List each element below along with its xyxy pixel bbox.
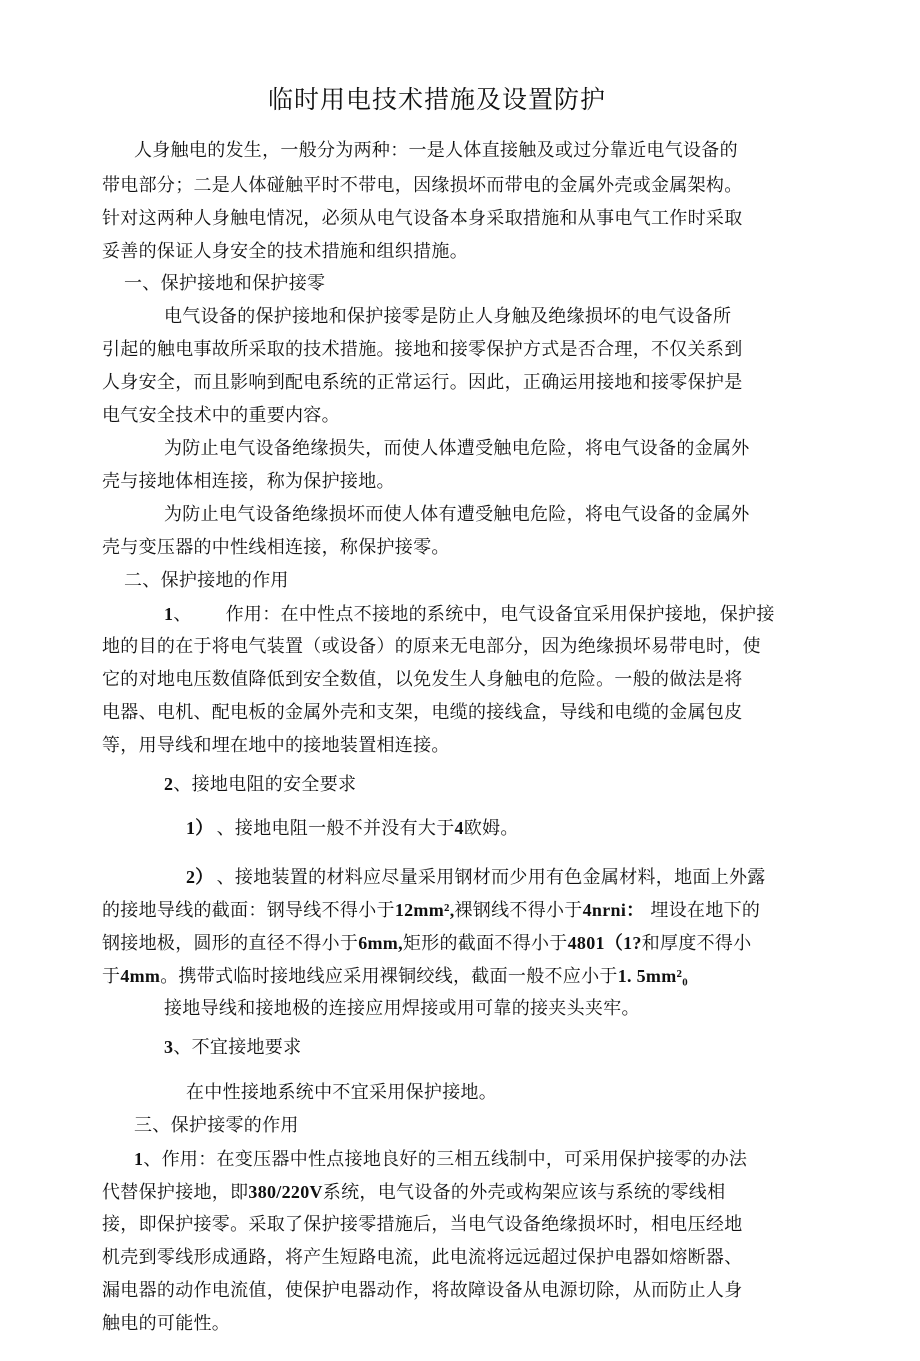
- intro-line-2: 带电部分；二是人体碰触平时不带电，因缘损坏而带电的金属外壳或金属架构。: [102, 175, 743, 196]
- sec2-item2-sub2-line-3: [102, 931, 752, 956]
- sec2-item1-first: 作用：在中性点不接地的系统中，电气设备宜采用保护接地，保护接: [225, 604, 775, 625]
- sub2-l2v2: 4nrni：: [582, 900, 645, 920]
- sub2-l2c: 埋设在地下的: [650, 900, 761, 921]
- sub2-l3c: 和厚度不得小: [641, 933, 752, 954]
- sec3-l2a: 代替保护接地，即: [102, 1182, 249, 1203]
- sec2-item1-line-1: [164, 602, 775, 627]
- sec1-p2-line-1: 为防止电气设备绝缘损失，而使人体遭受触电危险，将电气设备的金属外: [164, 438, 750, 459]
- sec2-item2-sub1: [186, 816, 519, 841]
- sub1-text-a: 、接地电阻一般不并没有大于: [216, 818, 455, 839]
- sec3-l2v: 380/220V: [248, 1182, 323, 1202]
- sub1-value: 4: [454, 818, 464, 838]
- sub2-l3a: 钢接地极，圆形的直径不得小于: [102, 933, 359, 954]
- sec3-item1-line-3: 接，即保护接零。采取了保护接零措施后，当电气设备绝缘损坏时，相电压经地: [102, 1214, 743, 1235]
- sec2-item1-line-4: 电器、电机、配电板的金属外壳和支架，电缆的接线盒，导线和电缆的金属包皮: [102, 702, 743, 723]
- sec3-item1-line-6: 触电的可能性。: [102, 1313, 231, 1334]
- sec2-item1-line-5: 等，用导线和埋在地中的接地装置相连接。: [102, 735, 450, 756]
- document-title: 临时用电技术措施及设置防护: [268, 85, 607, 114]
- sec2-item2-sub2-line-1: [186, 865, 766, 890]
- sec2-item1-line-3: 它的对地电压数值降低到安全数值，以免发生人身触电的危险。一般的做法是将: [102, 669, 743, 690]
- sub2-l4b: 。携带式临时接地线应采用裸铜绞线，截面一般不应小于: [160, 966, 618, 987]
- sec2-item2-text: 、接地电阻的安全要求: [173, 774, 357, 795]
- sub2-l2v1: 12mm²,: [394, 900, 455, 920]
- sec3-item1-line-2: [102, 1180, 725, 1205]
- sec3-item1-line-1: [134, 1147, 747, 1172]
- sec2-item2-number: 2: [164, 774, 174, 794]
- sub2-l3v1: 6mm,: [358, 933, 403, 953]
- sec2-item1-line-2: 地的目的在于将电气装置（或设备）的原来无电部分，因为绝缘损坏易带电时，使: [102, 636, 761, 657]
- sub2-l4v2: 1. 5mm²₀: [617, 966, 688, 986]
- sec3-item1-first: 、作用：在变压器中性点接地良好的三相五线制中，可采用保护接零的办法: [143, 1149, 748, 1170]
- intro-line-1: 人身触电的发生，一般分为两种：一是人体直接触及或过分靠近电气设备的: [134, 140, 738, 161]
- intro-line-4: 妥善的保证人身安全的技术措施和组织措施。: [102, 241, 468, 262]
- sub2-l4a: 于: [102, 966, 121, 987]
- sec1-p2-line-2: 壳与接地体相连接，称为保护接地。: [102, 471, 395, 492]
- sub2-l3b: 矩形的截面不得小于: [402, 933, 568, 954]
- sub1-number: 1）: [186, 818, 205, 838]
- sec1-p1-line-1: 电气设备的保护接地和保护接零是防止人身触及绝缘损坏的电气设备所: [164, 306, 732, 327]
- sub2-l2a: 的接地导线的截面：钢导线不得小于: [102, 900, 395, 921]
- sec1-p1-line-4: 电气安全技术中的重要内容。: [102, 405, 340, 426]
- sec2-item2-heading: [164, 772, 356, 797]
- sec1-p3-line-2: 壳与变压器的中性线相连接，称保护接零。: [102, 537, 450, 558]
- sub2-l3v2: 4801（1?: [567, 933, 642, 953]
- sec3-item1-number: 1: [134, 1149, 144, 1169]
- sec1-p1-line-3: 人身安全，而且影响到配电系统的正常运行。因此，正确运用接地和接零保护是: [102, 372, 743, 393]
- sec3-item1-line-4: 机壳到零线形成通路，将产生短路电流，此电流将远远超过保护电器如熔断器、: [102, 1247, 743, 1268]
- sec2-item1-separator: 、: [173, 604, 192, 625]
- sec2-item2-sub2-line-2: [102, 898, 760, 923]
- sec1-p1-line-2: 引起的触电事故所采取的技术措施。接地和接零保护方式是否合理，不仅关系到: [102, 339, 743, 360]
- sec3-item1-line-5: 漏电器的动作电流值，使保护电器动作，将故障设备从电源切除，从而防止人身: [102, 1280, 743, 1301]
- section-3-heading: 三、保护接零的作用: [134, 1115, 299, 1136]
- sec2-item1-number: 1: [164, 604, 174, 624]
- sub1-text-b: 欧姆。: [463, 818, 519, 839]
- sec2-item3-text: 、不宜接地要求: [173, 1037, 302, 1058]
- sec2-item3-body: 在中性接地系统中不宜采用保护接地。: [186, 1082, 498, 1103]
- sub2-number: 2）: [186, 867, 205, 887]
- sec2-item2-extra: 接地导线和接地极的连接应用焊接或用可靠的接夹头夹牢。: [164, 998, 640, 1019]
- sec3-l2b: 系统，电气设备的外壳或构架应该与系统的零线相: [322, 1182, 726, 1203]
- sub2-l2b: 裸钢线不得小于: [454, 900, 583, 921]
- sec2-item2-sub2-line-4: [102, 964, 688, 989]
- sec1-p3-line-1: 为防止电气设备绝缘损坏而使人体有遭受触电危险，将电气设备的金属外: [164, 504, 750, 525]
- intro-line-3: 针对这两种人身触电情况，必须从电气设备本身采取措施和从事电气工作时采取: [102, 208, 743, 229]
- sec2-item3-number: 3: [164, 1037, 174, 1057]
- section-2-heading: 二、保护接地的作用: [124, 570, 289, 591]
- section-1-heading: 一、保护接地和保护接零: [124, 273, 326, 294]
- sub2-l1: 、接地装置的材料应尽量采用钢材而少用有色金属材料，地面上外露: [216, 867, 766, 888]
- sub2-l4v1: 4mm: [120, 966, 161, 986]
- sec2-item3-heading: [164, 1035, 301, 1060]
